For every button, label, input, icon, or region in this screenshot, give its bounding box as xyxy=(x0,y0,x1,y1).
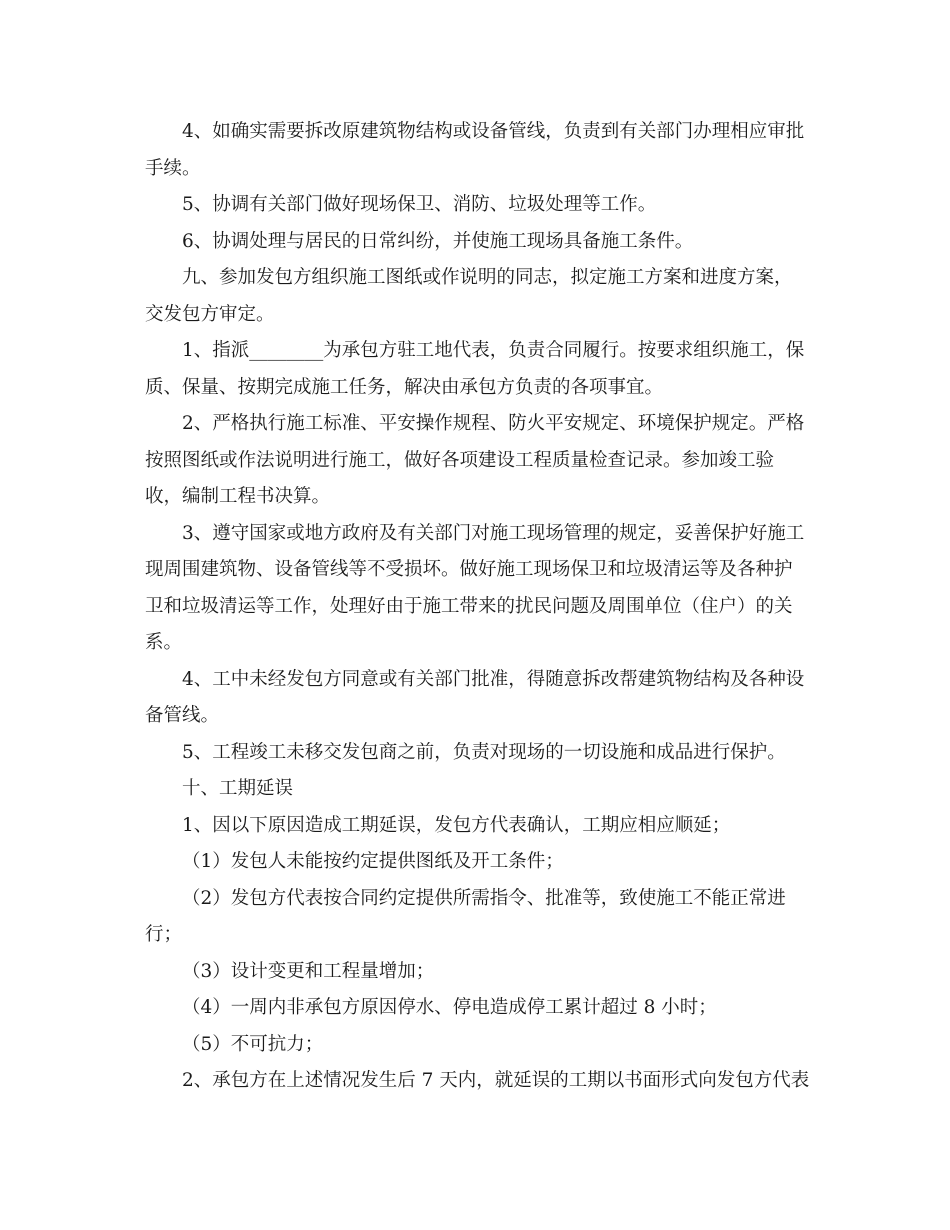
paragraph-line: 1、指派________为承包方驻工地代表，负责合同履行。按要求组织施工，保 xyxy=(182,340,805,361)
paragraph-line: 2、承包方在上述情况发生后 7 天内，就延误的工期以书面形式向发包方代表 xyxy=(182,1070,810,1091)
paragraph-line: 手续。 xyxy=(145,157,201,179)
paragraph-line: 按照图纸或作法说明进行施工，做好各项建设工程质量检查记录。参加竣工验 xyxy=(145,449,775,471)
paragraph-line: 卫和垃圾清运等工作，处理好由于施工带来的扰民问题及周围单位（住户）的关 xyxy=(145,595,793,617)
paragraph-line: 1、因以下原因造成工期延误，发包方代表确认，工期应相应顺延； xyxy=(182,814,731,836)
paragraph-line: 5、工程竣工未移交发包商之前，负责对现场的一切设施和成品进行保护。 xyxy=(182,741,786,763)
list-item-line: （1）发包人未能按约定提供图纸及开工条件； xyxy=(182,851,564,872)
list-item-line: （3）设计变更和工程量增加； xyxy=(182,960,435,982)
list-item-line: （2）发包方代表按合同约定提供所需指令、批准等，致使施工不能正常进 xyxy=(182,887,786,909)
paragraph-line: 2、严格执行施工标准、平安操作规程、防火平安规定、环境保护规定。严格 xyxy=(182,413,805,434)
section-heading-line: 九、参加发包方组织施工图纸或作说明的同志，拟定施工方案和进度方案， xyxy=(182,267,793,288)
paragraph-line: 5、协调有关部门做好现场保卫、消防、垃圾处理等工作。 xyxy=(182,194,657,215)
section-heading-line: 十、工期延误 xyxy=(182,778,294,799)
paragraph-line: 4、如确实需要拆改原建筑物结构或设备管线，负责到有关部门办理相应审批 xyxy=(182,121,805,142)
paragraph-line: 质、保量、按期完成施工任务，解决由承包方负责的各项事宜。 xyxy=(145,376,664,398)
paragraph-line: 备管线。 xyxy=(145,705,220,726)
paragraph-line: 4、工中未经发包方同意或有关部门批准，得随意拆改帮建筑物结构及各种设 xyxy=(182,668,805,690)
list-item-line: （5）不可抗力； xyxy=(182,1033,324,1055)
document-body xyxy=(145,114,808,1100)
paragraph-line: 现周围建筑物、设备管线等不受损坏。做好施工现场保卫和垃圾清运等及各种护 xyxy=(145,559,793,580)
paragraph-line: 系。 xyxy=(145,632,183,653)
paragraph-line: 3、遵守国家或地方政府及有关部门对施工现场管理的规定，妥善保护好施工 xyxy=(182,522,805,544)
paragraph-line: 6、协调处理与居民的日常纠纷，并使施工现场具备施工条件。 xyxy=(182,230,694,252)
list-item-line: （4）一周内非承包方原因停水、停电造成停工累计超过 8 小时； xyxy=(182,997,717,1018)
list-item-line: 行； xyxy=(145,924,183,945)
paragraph-line: 收，编制工程书决算。 xyxy=(145,486,331,507)
paragraph-line: 交发包方审定。 xyxy=(145,303,275,325)
